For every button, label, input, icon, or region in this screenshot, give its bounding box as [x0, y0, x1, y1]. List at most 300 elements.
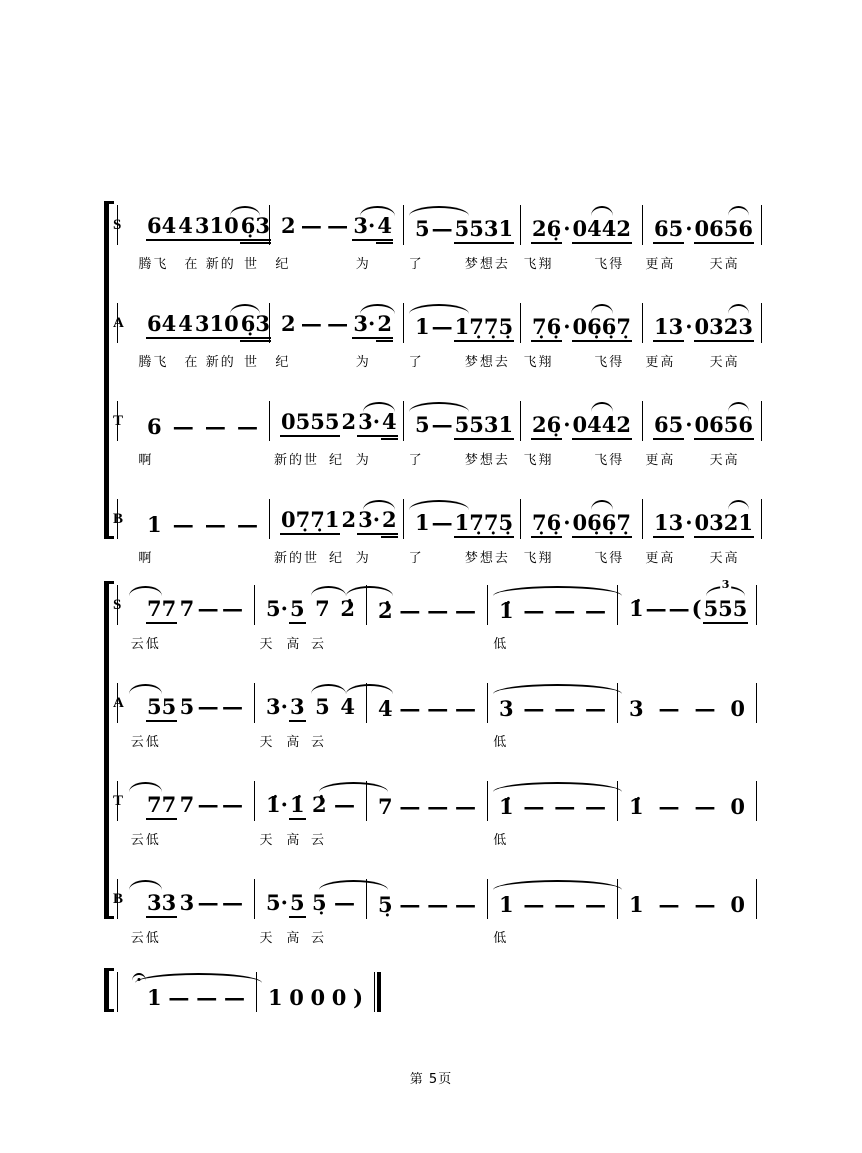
lyric-syllable: 新的	[205, 257, 236, 272]
note-line	[618, 696, 756, 722]
note-group	[146, 311, 177, 339]
measure	[618, 879, 757, 919]
lyric-cell	[117, 351, 270, 371]
note-group	[221, 792, 244, 818]
measure	[255, 879, 367, 919]
note-line	[367, 696, 487, 722]
tie-slur-arc	[129, 880, 162, 890]
system-bracket	[104, 970, 109, 1010]
note-token: 0	[331, 985, 347, 1010]
note-token: —	[554, 892, 576, 917]
note-line	[488, 598, 617, 624]
lyric-syllable: 梦想去	[464, 257, 510, 272]
lyric-syllable: 低	[493, 931, 509, 946]
voice-label: A	[113, 695, 124, 711]
note-group	[431, 412, 454, 438]
lyric-syllable: 低	[493, 637, 509, 652]
lyric-syllable: 新的	[205, 355, 236, 370]
lyric-cell	[618, 633, 757, 653]
page-number: 第 5页	[409, 1072, 453, 1087]
note-group	[693, 794, 716, 820]
lyric-syllable: 云低	[130, 833, 161, 848]
note-line	[488, 892, 617, 918]
note-group	[729, 794, 746, 820]
system-bracket	[104, 583, 109, 917]
lyric-syllable: 为	[355, 453, 371, 468]
lyric-syllable: 云	[311, 931, 327, 946]
note-group	[431, 510, 454, 536]
note-token: 3·	[352, 311, 376, 339]
measure	[488, 879, 618, 919]
note-line	[643, 412, 761, 440]
note-group	[398, 598, 421, 624]
note-group	[197, 890, 220, 916]
note-line	[404, 314, 520, 342]
note-token: —	[237, 414, 258, 439]
lyric-cell	[404, 547, 521, 567]
lyric-cell	[367, 829, 488, 849]
note-token: ·	[685, 314, 693, 339]
note-token: —	[584, 696, 606, 721]
note-group	[693, 696, 716, 722]
note-group	[326, 311, 349, 337]
note-group	[572, 510, 632, 538]
system-bracket	[104, 203, 109, 537]
note-group	[265, 596, 306, 624]
note-token: —	[204, 512, 226, 537]
lyric-syllable: 纪	[328, 453, 344, 468]
note-token: 7̣6̣	[531, 314, 562, 342]
note-group	[414, 510, 431, 536]
note-token: 3·	[357, 507, 381, 535]
lyric-syllable: 了	[408, 257, 424, 272]
note-token: 2	[381, 507, 398, 538]
lyric-syllable: 腾飞	[138, 257, 169, 272]
measure	[521, 205, 643, 245]
note-line	[118, 792, 254, 820]
note-token: 0	[730, 696, 745, 721]
note-token: 7	[315, 596, 330, 621]
note-token: 64	[146, 213, 177, 241]
note-line	[118, 213, 269, 244]
measure	[117, 972, 257, 1012]
note-group	[204, 414, 227, 440]
note-token: 1̇	[629, 794, 644, 819]
note-token: 1	[415, 314, 430, 339]
note-group	[454, 794, 477, 820]
lyric-syllable: 低	[493, 833, 509, 848]
lyric-cell	[404, 351, 521, 371]
note-group	[454, 510, 514, 538]
lyric-syllable: 高	[286, 735, 302, 750]
lyric-cell	[367, 633, 488, 653]
note-token: 17̣7̣5̣	[454, 510, 514, 538]
note-line	[521, 216, 642, 244]
measure	[117, 585, 255, 625]
note-group	[331, 985, 348, 1011]
measure	[488, 781, 618, 821]
lyric-syllable: 低	[493, 735, 509, 750]
note-token: —	[523, 794, 545, 819]
measure	[521, 303, 643, 343]
lyric-cell	[270, 253, 404, 273]
note-group	[498, 598, 515, 624]
lyric-cell	[643, 449, 762, 469]
lyric-cell	[618, 731, 757, 751]
note-line	[118, 890, 254, 918]
note-group	[280, 213, 297, 239]
lyric-syllable: 飞得	[594, 453, 625, 468]
measure	[255, 683, 367, 723]
tie-slur-arc	[728, 500, 749, 510]
lyric-cell	[270, 351, 404, 371]
note-group	[352, 985, 364, 1011]
tie-slur-arc	[728, 402, 749, 412]
note-group	[414, 314, 431, 340]
lyric-cell	[488, 927, 618, 947]
voice-label: B	[113, 511, 124, 527]
voice-stave	[113, 499, 762, 567]
note-group	[288, 985, 305, 1011]
note-token: —	[584, 892, 606, 917]
measure	[367, 781, 488, 821]
note-line	[270, 213, 403, 244]
note-token: 2	[376, 311, 393, 342]
note-group	[179, 890, 196, 916]
note-token: 3	[629, 696, 644, 721]
tie-slur-arc	[493, 684, 622, 694]
note-token: 5531	[454, 412, 514, 440]
note-token: —	[554, 794, 576, 819]
measure	[367, 683, 488, 723]
note-group	[572, 216, 632, 244]
note-group	[267, 985, 284, 1011]
note-group	[314, 596, 331, 622]
measure	[643, 303, 762, 343]
note-group	[498, 696, 515, 722]
voice-stave	[117, 972, 375, 1012]
note-token: 2	[341, 409, 357, 434]
tie-slur-arc	[363, 500, 395, 510]
lyric-cell	[117, 253, 270, 273]
note-token: 13	[653, 314, 684, 342]
note-token: —	[694, 794, 716, 819]
note-group	[195, 985, 218, 1011]
note-token: —	[694, 892, 716, 917]
note-token: 0	[730, 794, 745, 819]
tie-slur-arc	[230, 304, 260, 314]
lyric-syllable: 纪	[275, 257, 291, 272]
tie-slur-arc	[591, 304, 613, 314]
note-token: 1̇	[289, 792, 306, 820]
note-group	[668, 596, 691, 622]
note-line	[257, 985, 374, 1011]
lyric-syllable: 纪	[275, 355, 291, 370]
note-group	[398, 696, 421, 722]
lyric-syllable: 新的世	[274, 551, 320, 566]
tie-slur-arc	[363, 402, 395, 412]
note-token: —	[221, 890, 243, 915]
lyric-syllable: 梦想去	[464, 355, 510, 370]
note-token: 3·	[266, 694, 288, 719]
note-token: 0656	[694, 412, 754, 440]
lyric-syllable: 天高	[709, 453, 740, 468]
note-token: —	[197, 694, 219, 719]
voice-stave	[113, 578, 757, 653]
tie-slur-arc	[591, 402, 613, 412]
note-token: —	[197, 890, 219, 915]
note-token: ·	[563, 412, 571, 437]
note-group	[398, 892, 421, 918]
note-token: —	[454, 892, 476, 917]
note-group	[628, 794, 645, 820]
note-token: 4	[376, 213, 393, 244]
note-token: 06̣6̣7̣	[572, 314, 632, 342]
note-line	[367, 892, 487, 918]
tie-slur-arc	[129, 684, 162, 694]
note-token: 2̇	[378, 598, 393, 623]
note-token: )	[353, 985, 363, 1010]
note-group	[454, 314, 514, 342]
note-token: —	[334, 792, 355, 817]
note-group	[326, 213, 349, 239]
note-token: 5̣	[378, 892, 393, 917]
measure	[367, 585, 488, 625]
measure	[117, 205, 270, 245]
tie-slur-arc	[409, 304, 469, 314]
lyric-syllable: 啊	[138, 551, 154, 566]
note-group	[658, 794, 681, 820]
measure	[618, 578, 757, 625]
lyric-syllable: 云	[311, 637, 327, 652]
lyric-syllable: 高	[286, 833, 302, 848]
lyric-syllable: 更高	[645, 257, 676, 272]
note-group	[584, 794, 607, 820]
note-line	[618, 794, 756, 820]
note-token: 0	[730, 892, 745, 917]
measure	[488, 585, 618, 625]
lyric-cell	[367, 927, 488, 947]
note-token: 2	[281, 311, 296, 336]
measure	[643, 401, 762, 441]
lyric-syllable: 了	[408, 453, 424, 468]
score-system	[113, 205, 762, 597]
note-token: —	[431, 216, 453, 241]
voice-label: S	[113, 597, 122, 613]
note-token: 3	[179, 890, 195, 915]
lyric-syllable: 为	[355, 551, 371, 566]
note-group	[426, 794, 449, 820]
note-group	[146, 792, 177, 820]
note-group	[498, 794, 515, 820]
tie-slur-arc	[591, 206, 613, 216]
lyric-cell	[117, 829, 255, 849]
note-line	[367, 598, 487, 624]
note-token: 4	[340, 694, 355, 719]
lyric-cell	[488, 731, 618, 751]
lyric-syllable: 了	[408, 355, 424, 370]
voice-stave	[113, 683, 757, 751]
note-group	[280, 507, 340, 535]
note-group	[553, 892, 576, 918]
note-token: —	[168, 985, 190, 1010]
note-line	[255, 596, 366, 624]
lyric-cell	[643, 547, 762, 567]
note-group	[645, 596, 668, 622]
note-group	[584, 598, 607, 624]
note-group	[167, 985, 190, 1011]
note-group	[426, 696, 449, 722]
note-line	[118, 985, 256, 1011]
note-token: 5·	[266, 596, 288, 621]
note-group	[377, 794, 394, 820]
note-group	[146, 694, 177, 722]
lyric-syllable: 高	[286, 931, 302, 946]
note-token: 1̇	[499, 598, 514, 623]
voice-stave	[113, 303, 762, 371]
note-token: 3	[499, 696, 514, 721]
note-token: 77	[146, 792, 177, 820]
note-group	[146, 985, 163, 1011]
lyric-syllable: 为	[355, 355, 371, 370]
measure	[117, 781, 255, 821]
note-group	[694, 216, 754, 244]
tie-slur-arc	[135, 973, 262, 983]
note-line	[488, 794, 617, 820]
note-line	[255, 890, 366, 918]
note-group	[310, 985, 327, 1011]
note-group	[377, 696, 394, 722]
note-group	[265, 792, 306, 820]
notes-row	[117, 781, 757, 821]
note-token: 0321	[694, 510, 754, 538]
lyric-cell	[117, 449, 270, 469]
notes-row	[117, 972, 375, 1012]
tie-slur-arc	[311, 586, 347, 596]
note-line	[270, 409, 403, 440]
lyric-cell	[255, 829, 367, 849]
lyric-cell	[521, 449, 643, 469]
note-token: 17̣7̣5̣	[454, 314, 514, 342]
note-token: —	[668, 596, 690, 621]
tie-slur-arc	[493, 586, 622, 596]
lyrics-row	[117, 829, 757, 849]
note-token: 2	[281, 213, 296, 238]
note-token: —	[645, 596, 667, 621]
lyric-syllable: 飞得	[594, 257, 625, 272]
note-token: —	[427, 892, 449, 917]
note-group	[179, 596, 196, 622]
note-group	[172, 512, 195, 538]
note-token: —	[523, 892, 545, 917]
lyric-syllable: 云低	[130, 931, 161, 946]
note-token: —	[327, 311, 349, 336]
note-token: —	[399, 598, 421, 623]
note-line	[404, 216, 520, 244]
voice-stave	[113, 781, 757, 849]
note-group	[653, 314, 694, 342]
lyric-syllable: 飞翔	[523, 355, 554, 370]
lyric-cell	[255, 633, 367, 653]
tie-slur-arc	[129, 586, 162, 596]
note-group	[522, 892, 545, 918]
note-token: 26̣	[531, 216, 562, 244]
lyric-syllable: 啊	[138, 453, 154, 468]
lyric-cell	[117, 731, 255, 751]
note-group	[531, 314, 572, 342]
voice-stave	[113, 401, 762, 469]
notes-row	[117, 683, 757, 723]
note-token: 65	[653, 412, 684, 440]
measure	[521, 401, 643, 441]
note-group	[431, 314, 454, 340]
note-group	[694, 314, 754, 342]
note-token: —	[197, 792, 219, 817]
note-token: —	[237, 512, 258, 537]
note-token: —	[431, 412, 453, 437]
note-token: 1	[147, 512, 162, 537]
measure	[618, 683, 757, 723]
lyric-cell	[270, 449, 404, 469]
note-group	[584, 696, 607, 722]
note-group	[352, 311, 393, 342]
note-token: 07̣7̣1	[280, 507, 340, 535]
note-group	[357, 409, 398, 440]
note-token: 5	[415, 216, 430, 241]
tie-slur-arc	[409, 206, 469, 216]
lyrics-row	[117, 731, 757, 751]
note-token: —	[221, 596, 243, 621]
tie-slur-arc	[493, 880, 622, 890]
note-token: —	[172, 414, 194, 439]
note-group	[146, 512, 163, 538]
tie-slur-arc	[409, 402, 469, 412]
note-token: —	[204, 414, 226, 439]
note-group	[522, 794, 545, 820]
measure	[404, 303, 521, 343]
note-group	[221, 694, 244, 720]
lyrics-row	[117, 253, 762, 273]
lyric-syllable: 天	[259, 833, 275, 848]
measure	[404, 205, 521, 245]
note-token: —	[523, 696, 545, 721]
lyric-syllable: 梦想去	[464, 453, 510, 468]
measure	[521, 499, 643, 539]
note-group	[454, 412, 514, 440]
note-token: (	[691, 596, 702, 621]
tie-slur-arc	[230, 206, 260, 216]
lyric-syllable: 飞得	[594, 355, 625, 370]
measure	[257, 972, 375, 1012]
note-group	[172, 414, 195, 440]
note-group	[377, 892, 394, 918]
note-group	[531, 510, 572, 538]
lyric-syllable: 天	[259, 637, 275, 652]
note-token: —	[172, 512, 194, 537]
note-token: —	[427, 696, 449, 721]
note-group	[414, 412, 431, 438]
tie-slur-arc	[360, 206, 395, 216]
measure	[404, 401, 521, 441]
lyrics-row	[117, 927, 757, 947]
note-group	[729, 892, 746, 918]
lyric-cell	[618, 927, 757, 947]
note-line	[255, 694, 366, 722]
lyric-syllable: 在	[184, 257, 200, 272]
note-token: 2	[341, 507, 357, 532]
measure	[117, 303, 270, 343]
note-group	[653, 510, 694, 538]
